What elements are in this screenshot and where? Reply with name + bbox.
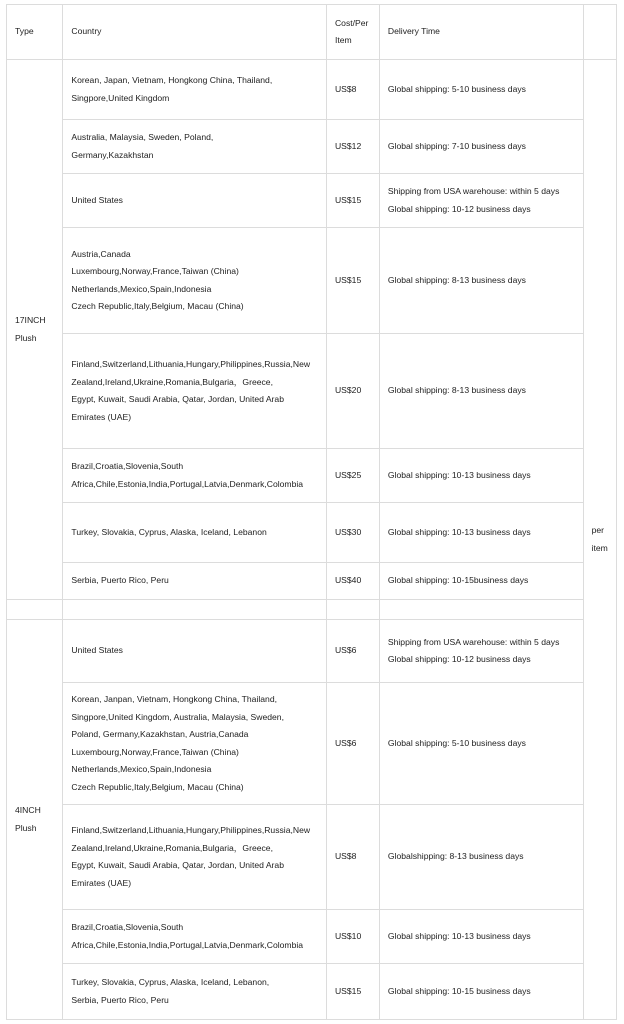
type-label: 4INCH: [15, 805, 41, 815]
header-type: Type: [7, 5, 63, 60]
delivery-line: Shipping from USA warehouse: within 5 days: [387, 186, 560, 196]
delivery-cell: [379, 503, 583, 563]
country-line: Zealand,Ireland,Ukraine,Romania,Bulgaria，Greece,: [71, 842, 273, 853]
delivery-cell: [379, 805, 583, 910]
cost-cell: US$30: [326, 503, 379, 563]
country-line: Czech Republic,Italy,Belgium, Macau (China): [71, 301, 244, 311]
type-label: 17INCH: [15, 315, 46, 325]
delivery-line: Global shipping: 8-13 business days: [387, 274, 526, 285]
delivery-line: Global shipping: 10-13 business days: [387, 930, 531, 941]
country-line: Poland, Germany,Kazakhstan, Austria,Canada: [71, 729, 249, 739]
country-cell: [63, 805, 327, 910]
delivery-line: Global shipping: 10-12 business days: [387, 203, 531, 214]
country-line: Luxembourg,Norway,France,Taiwan (China): [71, 266, 239, 276]
country-line: Turkey, Slovakia, Cyprus, Alaska, Iceland, Lebanon,: [71, 977, 270, 987]
spacer-cell: [7, 600, 63, 620]
table-row: [7, 120, 617, 174]
table-row: [7, 334, 617, 449]
table-row: [7, 60, 617, 120]
country-cell: [63, 563, 327, 600]
country-line: Netherlands,Mexico,Spain,Indonesia: [71, 283, 212, 294]
per-item-note: [583, 60, 616, 1020]
country-line: United States: [71, 645, 123, 656]
header-cost-line: Item: [334, 35, 352, 45]
table-row: [7, 228, 617, 334]
table-row: [7, 964, 617, 1020]
table-row: [7, 563, 617, 600]
delivery-cell: [379, 683, 583, 805]
country-line: United States: [71, 194, 123, 205]
country-cell: [63, 620, 327, 683]
country-cell: [63, 964, 327, 1020]
delivery-cell: [379, 228, 583, 334]
delivery-line: Global shipping: 10-15business days: [387, 575, 529, 586]
delivery-line: Global shipping: 10-15 business days: [387, 985, 531, 996]
country-cell: [63, 449, 327, 503]
cost-cell: US$10: [326, 910, 379, 964]
country-line: Korean, Japan, Vietnam, Hongkong China, Thailand,: [71, 75, 273, 85]
country-line: Serbia, Puerto Rico, Peru: [71, 575, 169, 586]
cost-cell: US$8: [326, 60, 379, 120]
cost-cell: US$15: [326, 174, 379, 228]
note-line: per: [591, 525, 605, 535]
delivery-cell: [379, 334, 583, 449]
delivery-cell: [379, 563, 583, 600]
delivery-line: Global shipping: 5-10 business days: [387, 737, 526, 748]
country-cell: [63, 174, 327, 228]
country-line: Luxembourg,Norway,France,Taiwan (China): [71, 746, 239, 757]
table-row: [7, 503, 617, 563]
cost-cell: US$15: [326, 228, 379, 334]
country-line: Finland,Switzerland,Lithuania,Hungary,Philippines,Russia,New: [71, 825, 311, 835]
country-line: Australia, Malaysia, Sweden, Poland,: [71, 132, 214, 142]
cost-cell: US$20: [326, 334, 379, 449]
table-row: [7, 174, 617, 228]
type-label: Plush: [15, 822, 37, 833]
header-delivery: Delivery Time: [379, 5, 583, 60]
delivery-line: Global shipping: 7-10 business days: [387, 140, 526, 151]
delivery-line: Global shipping: 10-12 business days: [387, 654, 531, 664]
cost-cell: US$40: [326, 563, 379, 600]
type-label: Plush: [15, 332, 37, 343]
spacer-cell: [326, 600, 379, 620]
country-line: Zealand,Ireland,Ukraine,Romania,Bulgaria，Greece,: [71, 376, 273, 387]
type-cell-4inch: [7, 620, 63, 1020]
country-line: Africa,Chile,Estonia,India,Portugal,Latvia,Denmark,Colombia: [71, 939, 304, 950]
cost-cell: US$6: [326, 620, 379, 683]
delivery-line: Shipping from USA warehouse: within 5 days: [387, 636, 560, 647]
country-line: Singpore,United Kingdom, Australia, Malaysia, Sweden,: [71, 711, 284, 722]
type-cell-17inch: [7, 60, 63, 600]
country-line: Africa,Chile,Estonia,India,Portugal,Latvia,Denmark,Colombia: [71, 478, 304, 489]
header-row: [7, 5, 617, 60]
country-cell: [63, 228, 327, 334]
delivery-line: Global shipping: 10-13 business days: [387, 526, 531, 537]
country-line: Egypt, Kuwait, Saudi Arabia, Qatar, Jordan, United Arab: [71, 394, 284, 404]
country-cell: [63, 60, 327, 120]
country-line: Emirates (UAE): [71, 877, 132, 888]
country-line: Brazil,Croatia,Slovenia,South: [71, 461, 184, 471]
delivery-cell: [379, 60, 583, 120]
delivery-cell: [379, 120, 583, 174]
table-row: [7, 449, 617, 503]
country-line: Turkey, Slovakia, Cyprus, Alaska, Iceland, Lebanon: [71, 526, 267, 537]
spacer-row: [7, 600, 617, 620]
country-line: Brazil,Croatia,Slovenia,South: [71, 922, 184, 932]
spacer-cell: [63, 600, 327, 620]
table-row: [7, 910, 617, 964]
shipping-table: [6, 4, 617, 1020]
delivery-cell: [379, 174, 583, 228]
delivery-cell: [379, 620, 583, 683]
country-line: Serbia, Puerto Rico, Peru: [71, 994, 169, 1005]
country-line: Czech Republic,Italy,Belgium, Macau (China): [71, 781, 244, 792]
country-line: Korean, Janpan, Vietnam, Hongkong China, Thailand,: [71, 694, 277, 704]
country-line: Netherlands,Mexico,Spain,Indonesia: [71, 764, 212, 774]
country-line: Germany,Kazakhstan: [71, 149, 154, 160]
delivery-line: Global shipping: 8-13 business days: [387, 385, 526, 396]
cost-cell: US$6: [326, 683, 379, 805]
cost-cell: US$25: [326, 449, 379, 503]
cost-cell: US$8: [326, 805, 379, 910]
table-row: [7, 683, 617, 805]
header-cost-line: Cost/Per: [334, 17, 369, 28]
cost-cell: US$15: [326, 964, 379, 1020]
country-cell: [63, 910, 327, 964]
header-cost: [326, 5, 379, 60]
header-country: Country: [63, 5, 327, 60]
country-line: Austria,Canada: [71, 248, 131, 259]
shipping-table-container: [6, 4, 617, 1020]
country-line: Emirates (UAE): [71, 411, 132, 422]
delivery-line: Global shipping: 5-10 business days: [387, 83, 526, 94]
country-cell: [63, 334, 327, 449]
delivery-cell: [379, 964, 583, 1020]
table-row: [7, 620, 617, 683]
cost-cell: US$12: [326, 120, 379, 174]
delivery-line: Globalshipping: 8-13 business days: [387, 851, 524, 862]
country-cell: [63, 683, 327, 805]
delivery-line: Global shipping: 10-13 business days: [387, 469, 531, 480]
country-line: Finland,Switzerland,Lithuania,Hungary,Philippines,Russia,New: [71, 359, 311, 369]
table-row: [7, 805, 617, 910]
country-cell: [63, 503, 327, 563]
country-cell: [63, 120, 327, 174]
country-line: Singpore,United Kingdom: [71, 92, 170, 103]
note-line: item: [591, 542, 608, 553]
delivery-cell: [379, 449, 583, 503]
header-empty: [583, 5, 616, 60]
spacer-cell: [379, 600, 583, 620]
delivery-cell: [379, 910, 583, 964]
country-line: Egypt, Kuwait, Saudi Arabia, Qatar, Jordan, United Arab: [71, 860, 284, 870]
